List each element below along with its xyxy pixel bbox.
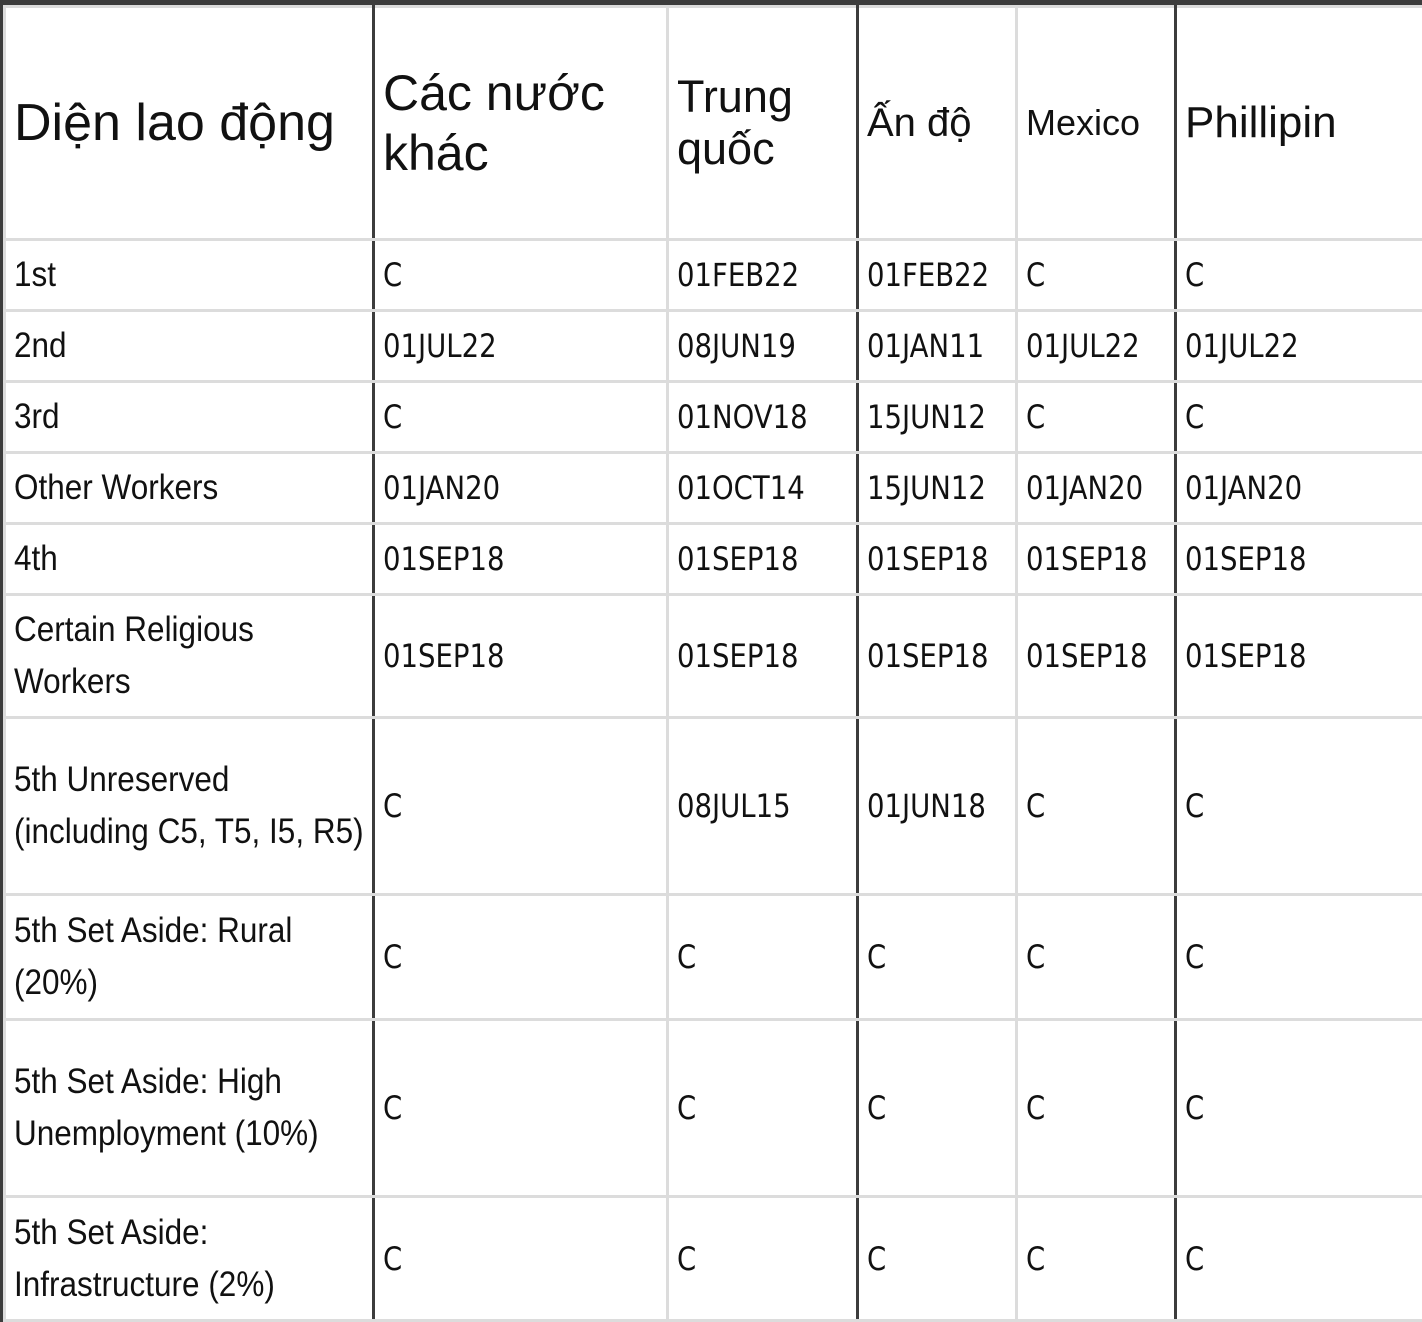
- cell-china: 01FEB22: [668, 240, 858, 311]
- cell-india: C: [858, 1197, 1017, 1321]
- cell-china: 08JUN19: [668, 311, 858, 382]
- cell-philippines: C: [1176, 1020, 1422, 1197]
- cell-india: 15JUN12: [858, 382, 1017, 453]
- cell-mexico: C: [1017, 895, 1176, 1020]
- cell-india: C: [858, 895, 1017, 1020]
- row-category: 1st: [5, 240, 374, 311]
- cell-mexico: 01SEP18: [1017, 595, 1176, 718]
- table-row: [5, 1020, 1422, 1197]
- header-china: Trung quốc: [668, 7, 858, 240]
- cell-mexico: C: [1017, 718, 1176, 895]
- cell-philippines: 01JAN20: [1176, 453, 1422, 524]
- row-category: Other Workers: [5, 453, 374, 524]
- table-row: [5, 311, 1422, 382]
- cell-philippines: C: [1176, 1197, 1422, 1321]
- header-row: [5, 7, 1422, 240]
- row-category: 5th Set Aside: High Unemployment (10%): [5, 1020, 374, 1197]
- table-row: [5, 453, 1422, 524]
- cell-china: C: [668, 1020, 858, 1197]
- cell-other-countries: 01JUL22: [374, 311, 668, 382]
- row-category: 2nd: [5, 311, 374, 382]
- cell-philippines: C: [1176, 240, 1422, 311]
- cell-china: C: [668, 1197, 858, 1321]
- cell-mexico: 01SEP18: [1017, 524, 1176, 595]
- cell-mexico: C: [1017, 1197, 1176, 1321]
- cell-other-countries: C: [374, 382, 668, 453]
- visa-bulletin-table: [3, 5, 1422, 1322]
- cell-other-countries: C: [374, 240, 668, 311]
- table-row: [5, 895, 1422, 1020]
- cell-other-countries: C: [374, 1197, 668, 1321]
- cell-mexico: C: [1017, 1020, 1176, 1197]
- row-category: 5th Set Aside: Infrastructure (2%): [5, 1197, 374, 1321]
- table-row: [5, 240, 1422, 311]
- row-category: 5th Unreserved (including C5, T5, I5, R5): [5, 718, 374, 895]
- cell-mexico: 01JAN20: [1017, 453, 1176, 524]
- cell-other-countries: 01SEP18: [374, 524, 668, 595]
- cell-india: 15JUN12: [858, 453, 1017, 524]
- cell-china: 01SEP18: [668, 595, 858, 718]
- cell-china: C: [668, 895, 858, 1020]
- cell-india: C: [858, 1020, 1017, 1197]
- header-india: Ấn độ: [858, 7, 1017, 240]
- header-philippines: Phillipin: [1176, 7, 1422, 240]
- row-category: 5th Set Aside: Rural (20%): [5, 895, 374, 1020]
- table-row: [5, 718, 1422, 895]
- cell-india: 01JAN11: [858, 311, 1017, 382]
- row-category: 4th: [5, 524, 374, 595]
- cell-philippines: C: [1176, 895, 1422, 1020]
- cell-india: 01SEP18: [858, 524, 1017, 595]
- row-category: Certain Religious Workers: [5, 595, 374, 718]
- cell-other-countries: C: [374, 895, 668, 1020]
- cell-philippines: 01SEP18: [1176, 595, 1422, 718]
- cell-other-countries: C: [374, 718, 668, 895]
- cell-india: 01JUN18: [858, 718, 1017, 895]
- cell-other-countries: 01SEP18: [374, 595, 668, 718]
- header-other-countries: Các nước khác: [374, 7, 668, 240]
- header-mexico: Mexico: [1017, 7, 1176, 240]
- cell-china: 01NOV18: [668, 382, 858, 453]
- table-row: [5, 382, 1422, 453]
- cell-mexico: C: [1017, 382, 1176, 453]
- cell-china: 01SEP18: [668, 524, 858, 595]
- cell-philippines: 01JUL22: [1176, 311, 1422, 382]
- header-category: Diện lao động: [5, 7, 374, 240]
- cell-india: 01FEB22: [858, 240, 1017, 311]
- cell-mexico: C: [1017, 240, 1176, 311]
- cell-china: 01OCT14: [668, 453, 858, 524]
- cell-philippines: C: [1176, 718, 1422, 895]
- table-row: [5, 595, 1422, 718]
- cell-philippines: C: [1176, 382, 1422, 453]
- cell-philippines: 01SEP18: [1176, 524, 1422, 595]
- cell-other-countries: 01JAN20: [374, 453, 668, 524]
- cell-other-countries: C: [374, 1020, 668, 1197]
- cell-china: 08JUL15: [668, 718, 858, 895]
- table-row: [5, 1197, 1422, 1321]
- cell-mexico: 01JUL22: [1017, 311, 1176, 382]
- row-category: 3rd: [5, 382, 374, 453]
- cell-india: 01SEP18: [858, 595, 1017, 718]
- table-row: [5, 524, 1422, 595]
